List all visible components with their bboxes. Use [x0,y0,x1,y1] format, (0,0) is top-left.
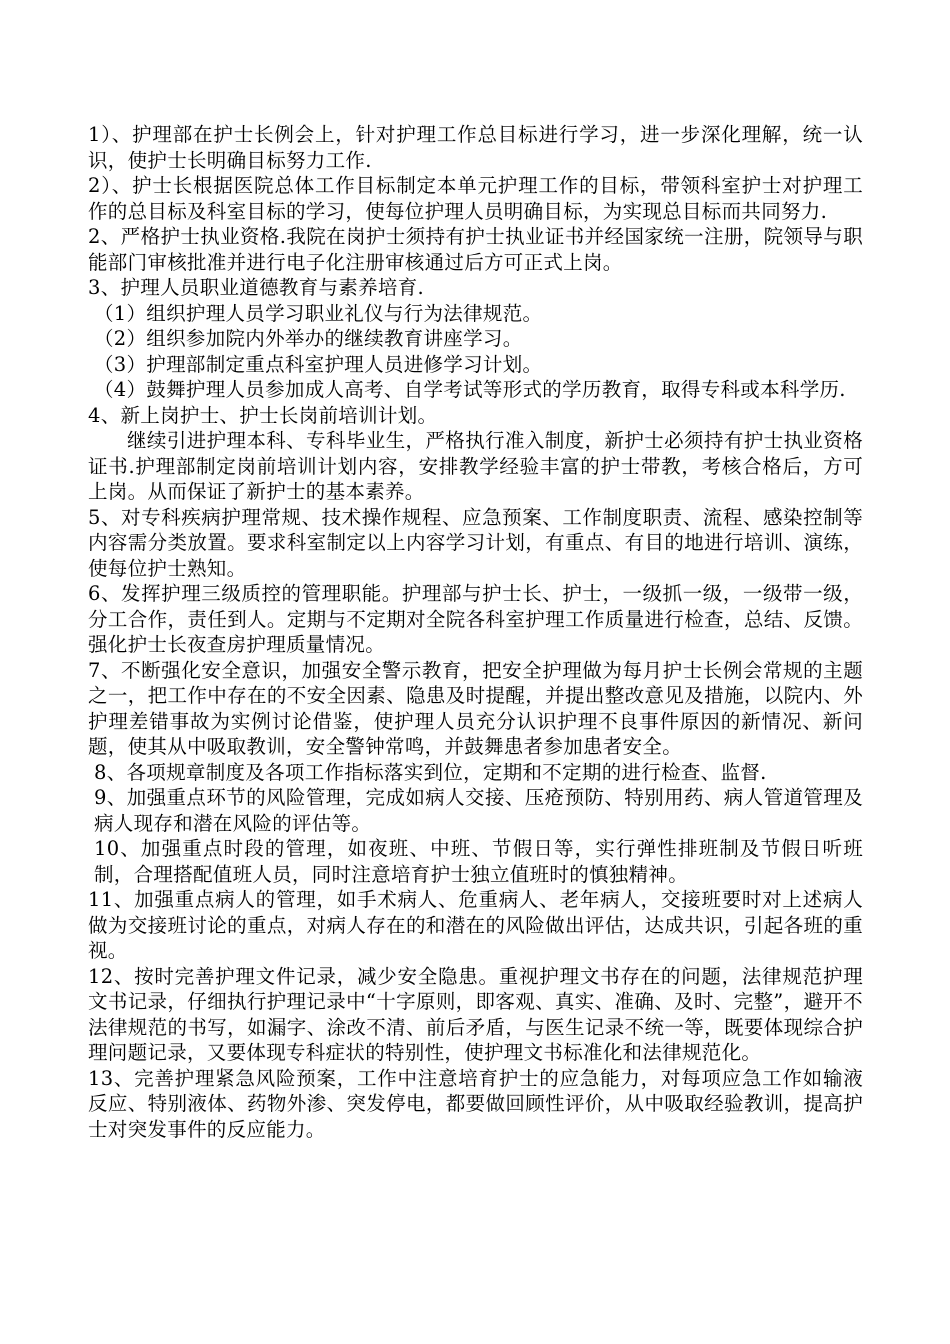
paragraph-3-4: （4）鼓舞护理人员参加成人高考、自学考试等形式的学历教育，取得专科或本科学历. [94,378,846,401]
document-body [88,122,863,1142]
paragraph-1-1: 1）、护理部在护士长例会上，针对护理工作总目标进行学习，进一步深化理解，统一认识，使护士长明确目标努力工作. [88,123,863,172]
paragraph-3-3: （3）护理部制定重点科室护理人员进修学习计划。 [94,352,543,376]
paragraph-3-1: （1）组织护理人员学习职业礼仪与行为法律规范。 [94,301,543,325]
paragraph-5: 5、对专科疾病护理常规、技术操作规程、应急预案、工作制度职责、流程、感染控制等内容需分类放置。要求科室制定以上内容学习计划，有重点、有目的地进行培训、演练，使每位护士熟知。 [88,505,863,580]
paragraph-12: 12、按时完善护理文件记录，减少安全隐患。重视护理文书存在的问题，法律规范护理文书记录，仔细执行护理记录中“十字原则，即客观、真实、准确、及时、完整”，避开不法律规范的书写，如漏字、涂改不清、前后矛盾，与医生记录不统一等，既要体现综合护理问题记录，又要体现专科症状的特别性，使护理文书标准化和法律规范化。 [88,964,863,1064]
paragraph-8: 8、各项规章制度及各项工作指标落实到位，定期和不定期的进行检查、监督. [94,760,767,784]
paragraph-6: 6、发挥护理三级质控的管理职能。护理部与护士长、护士，一级抓一级，一级带一级，分工合作，责任到人。定期与不定期对全院各科室护理工作质量进行检查，总结、反馈。强化护士长夜查房护理质量情况。 [88,582,863,656]
paragraph-11: 11、加强重点病人的管理，如手术病人、危重病人、老年病人，交接班要时对上述病人做为交接班讨论的重点，对病人存在的和潜在的风险做出评估，达成共识，引起各班的重视。 [88,888,863,962]
paragraph-3-2: （2）组织参加院内外举办的继续教育讲座学习。 [94,327,523,350]
paragraph-4-body: 继续引进护理本科、专科毕业生，严格执行准入制度，新护士必须持有护士执业资格证书.护理部制定岗前培训计划内容，安排教学经验丰富的护士带教，考核合格后，方可上岗。从而保证了新护士的基本素养。 [88,429,863,503]
paragraph-13: 13、完善护理紧急风险预案，工作中注意培育护士的应急能力，对每项应急工作如输液反应、特别液体、药物外渗、突发停电，都要做回顾性评价，从中吸取经验教训，提高护士对突发事件的反应能力。 [88,1066,863,1141]
paragraph-3: 3、护理人员职业道德教育与素养培育. [88,276,425,299]
paragraph-7: 7、不断强化安全意识，加强安全警示教育，把安全护理做为每月护士长例会常规的主题之一，把工作中存在的不安全因素、隐患及时提醒，并提出整改意见及措施，以院内、外护理差错事故为实例讨论借鉴，使护理人员充分认识护理不良事件原因的新情况、新问题，使其从中吸取教训，安全警钟常鸣，并鼓舞患者参加患者安全。 [88,658,863,758]
paragraph-10: 10、加强重点时段的管理，如夜班、中班、节假日等，实行弹性排班制及节假日听班制，合理搭配值班人员，同时注意培育护士独立值班时的慎独精神。 [94,837,863,886]
paragraph-2: 2、严格护士执业资格.我院在岗护士须持有护士执业证书并经国家统一注册，院领导与职能部门审核批准并进行电子化注册审核通过后方可正式上岗。 [88,225,863,274]
paragraph-4: 4、新上岗护士、护士长岗前培训计划。 [88,403,438,427]
paragraph-1-2: 2）、护士长根据医院总体工作目标制定本单元护理工作的目标，带领科室护士对护理工作的总目标及科室目标的学习，使每位护理人员明确目标，为实现总目标而共同努力. [88,174,863,223]
paragraph-9: 9、加强重点环节的风险管理，完成如病人交接、压疮预防、特别用药、病人管道管理及病人现存和潜在风险的评估等。 [94,786,863,835]
